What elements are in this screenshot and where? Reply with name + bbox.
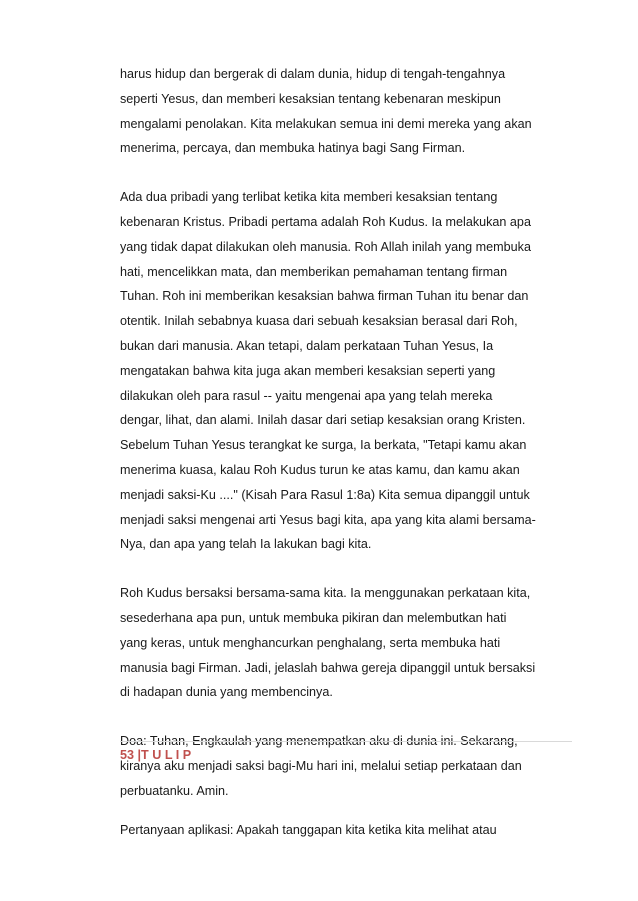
paragraph-spacer (120, 557, 580, 581)
text-line: Ada dua pribadi yang terlibat ketika kita memberi kesaksian tentang (120, 190, 498, 205)
text-line: yang tidak dapat dilakukan oleh manusia. Roh Allah inilah yang membuka (120, 239, 531, 254)
text-line: bukan dari manusia. Akan tetapi, dalam perkataan Tuhan Yesus, Ia (120, 338, 494, 353)
text-line: hati, mencelikkan mata, dan memberikan pemahaman tentang firman (120, 264, 508, 279)
paragraph-spacer (120, 705, 580, 729)
footer-title: T U L I P (141, 748, 192, 762)
page-footer (120, 746, 191, 764)
text-line: seperti Yesus, dan memberi kesaksian tentang kebenaran meskipun (120, 91, 501, 106)
text-line: dilakukan oleh para rasul -- yaitu mengenai apa yang telah mereka (120, 388, 493, 403)
text-line: Nya, dan apa yang telah Ia lakukan bagi kita. (120, 537, 372, 552)
text-line: otentik. Inilah sebabnya kuasa dari sebuah kesaksian berasal dari Roh, (120, 314, 518, 329)
paragraph-1 (120, 62, 580, 161)
page-number: 53 (120, 748, 135, 762)
text-line: menerima kuasa, kalau Roh Kudus turun ke atas kamu, dan kamu akan (120, 462, 520, 477)
text-line: menjadi saksi mengenai arti Yesus bagi kita, apa yang kita alami bersama- (120, 512, 536, 527)
paragraph-spacer (120, 161, 580, 185)
text-line: kebenaran Kristus. Pribadi pertama adalah Roh Kudus. Ia melakukan apa (120, 214, 531, 229)
text-line: menerima, percaya, dan membuka hatinya bagi Sang Firman. (120, 141, 466, 156)
text-line: di hadapan dunia yang membencinya. (120, 685, 333, 700)
paragraph-spacer (120, 804, 580, 818)
text-line: Sebelum Tuhan Yesus terangkat ke surga, Ia berkata, "Tetapi kamu akan (120, 438, 527, 453)
paragraph-3 (120, 581, 580, 705)
text-line: manusia bagi Firman. Jadi, jelaslah bahwa gereja dipanggil untuk bersaksi (120, 660, 536, 675)
text-line: Pertanyaan aplikasi: Apakah tanggapan kita ketika kita melihat atau (120, 822, 497, 837)
text-line: mengalami penolakan. Kita melakukan semua ini demi mereka yang akan (120, 116, 532, 131)
footer-separator: | (137, 748, 142, 762)
text-line: Roh Kudus bersaksi bersama-sama kita. Ia menggunakan perkataan kita, (120, 586, 531, 601)
text-line: yang keras, untuk menghancurkan penghalang, serta membuka hati (120, 635, 501, 650)
text-line: harus hidup dan bergerak di dalam dunia, hidup di tengah-tengahnya (120, 67, 506, 81)
text-line: Doa: Tuhan, Engkaulah yang menempatkan aku di dunia ini. Sekarang, (120, 734, 518, 749)
text-line: perbuatanku. Amin. (120, 783, 229, 798)
text-line: dengar, lihat, dan alami. Inilah dasar dari setiap kesaksian orang Kristen. (120, 413, 526, 428)
text-line: menjadi saksi-Ku ...." (Kisah Para Rasul 1:8a) Kita semua dipanggil untuk (120, 487, 530, 502)
paragraph-question (120, 818, 580, 843)
text-line: Tuhan. Roh ini memberikan kesaksian bahwa firman Tuhan itu benar dan (120, 289, 529, 304)
text-line: mengatakan bahwa kita juga akan memberi kesaksian seperti yang (120, 363, 496, 378)
text-line: kiranya aku menjadi saksi bagi-Mu hari ini, melalui setiap perkataan dan (120, 758, 522, 773)
footer-divider (120, 741, 572, 742)
document-body (120, 62, 580, 842)
paragraph-2 (120, 185, 580, 557)
text-line: sesederhana apa pun, untuk membuka pikiran dan melembutkan hati (120, 610, 507, 625)
